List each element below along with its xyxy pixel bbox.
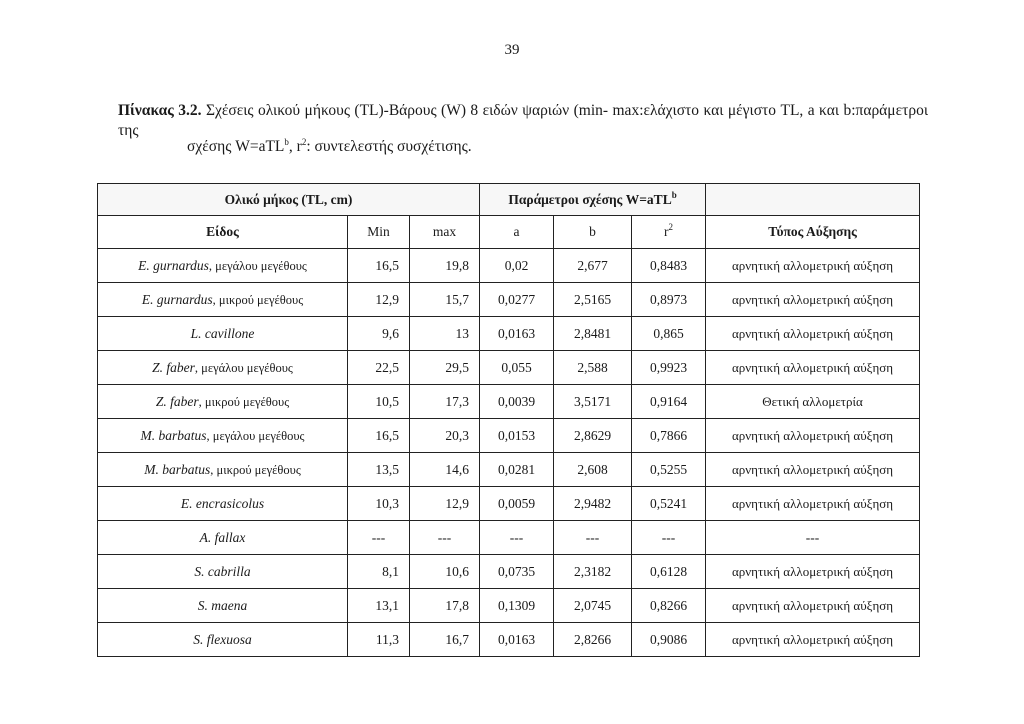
cell-min: 22,5 — [348, 351, 410, 385]
cell-species — [98, 453, 348, 487]
cell-max: 10,6 — [410, 555, 480, 589]
column-header-row — [98, 216, 920, 249]
cell-growth: αρνητική αλλομετρική αύξηση — [706, 419, 920, 453]
species-size-class: , μεγάλου μεγέθους — [194, 360, 293, 375]
species-name: E. gurnardus — [138, 257, 209, 273]
cell-b: 2,5165 — [554, 283, 632, 317]
cell-r2: 0,5255 — [632, 453, 706, 487]
cell-species — [98, 385, 348, 419]
cell-species — [98, 623, 348, 657]
species-name: M. barbatus — [140, 427, 207, 443]
species-name: E. encrasicolus — [180, 495, 265, 511]
species-name: Z. faber — [155, 393, 199, 409]
table-body — [98, 249, 920, 657]
species-name: Z. faber — [152, 359, 195, 375]
cell-growth: --- — [706, 521, 920, 555]
caption-label: Πίνακας 3.2. — [118, 102, 202, 119]
cell-b: 2,3182 — [554, 555, 632, 589]
col-header-growth: Τύπος Αύξησης — [706, 216, 920, 249]
cell-a: 0,0039 — [480, 385, 554, 419]
cell-a: 0,02 — [480, 249, 554, 283]
cell-species — [98, 521, 348, 555]
cell-species — [98, 317, 348, 351]
caption-sup-2: 2 — [301, 137, 307, 147]
table-row — [98, 385, 920, 419]
cell-a: 0,0735 — [480, 555, 554, 589]
table-row — [98, 351, 920, 385]
table-caption — [118, 101, 928, 141]
cell-species — [98, 555, 348, 589]
cell-r2: 0,6128 — [632, 555, 706, 589]
caption-sup-b: b — [284, 137, 289, 147]
cell-growth: αρνητική αλλομετρική αύξηση — [706, 453, 920, 487]
cell-growth: αρνητική αλλομετρική αύξηση — [706, 487, 920, 521]
species-name: L. cavillone — [190, 325, 255, 341]
cell-r2: 0,8266 — [632, 589, 706, 623]
cell-growth: αρνητική αλλομετρική αύξηση — [706, 555, 920, 589]
cell-species — [98, 419, 348, 453]
cell-growth: αρνητική αλλομετρική αύξηση — [706, 283, 920, 317]
species-size-class: , μεγάλου μεγέθους — [208, 258, 307, 273]
params-sup: b — [671, 189, 677, 200]
col-header-min: Min — [348, 216, 410, 249]
species-size-class: , μεγάλου μεγέθους — [206, 428, 305, 443]
cell-growth: αρνητική αλλομετρική αύξηση — [706, 589, 920, 623]
cell-r2: 0,8483 — [632, 249, 706, 283]
species-name: A. fallax — [199, 529, 246, 545]
species-name: S. maena — [197, 597, 248, 613]
cell-a: 0,0277 — [480, 283, 554, 317]
table-row — [98, 249, 920, 283]
cell-growth: αρνητική αλλομετρική αύξηση — [706, 623, 920, 657]
cell-min: 11,3 — [348, 623, 410, 657]
cell-r2: 0,9164 — [632, 385, 706, 419]
cell-a: --- — [480, 521, 554, 555]
r-label: r — [664, 224, 669, 239]
cell-r2: 0,9086 — [632, 623, 706, 657]
cell-b: 2,677 — [554, 249, 632, 283]
cell-max: 20,3 — [410, 419, 480, 453]
cell-a: 0,0163 — [480, 317, 554, 351]
table-row — [98, 555, 920, 589]
cell-r2: 0,865 — [632, 317, 706, 351]
cell-species — [98, 351, 348, 385]
caption-text: Σχέσεις ολικού μήκους (TL)-Βάρους (W) 8 ειδών ψαριών (min- max:ελάχιστο και μέγιστο TL, a και b:παράμετροι της — [118, 102, 929, 139]
cell-r2: 0,7866 — [632, 419, 706, 453]
cell-a: 0,1309 — [480, 589, 554, 623]
table-row — [98, 419, 920, 453]
caption-formula: σχέσης W=aTL — [187, 138, 285, 155]
group-header-length: Ολικό μήκος (TL, cm) — [98, 184, 480, 216]
cell-min: 8,1 — [348, 555, 410, 589]
cell-max: 16,7 — [410, 623, 480, 657]
species-name: S. cabrilla — [194, 563, 251, 579]
cell-min: 10,5 — [348, 385, 410, 419]
caption-r: , r — [288, 138, 302, 155]
length-weight-table — [97, 183, 920, 657]
page-number: 39 — [504, 42, 520, 58]
table-row — [98, 623, 920, 657]
table-caption-line2 — [187, 138, 472, 156]
cell-min: --- — [348, 521, 410, 555]
cell-a: 0,0281 — [480, 453, 554, 487]
cell-r2: --- — [632, 521, 706, 555]
table-row — [98, 589, 920, 623]
cell-species — [98, 487, 348, 521]
col-header-max: max — [410, 216, 480, 249]
cell-a: 0,0059 — [480, 487, 554, 521]
cell-max: 17,3 — [410, 385, 480, 419]
cell-a: 0,0153 — [480, 419, 554, 453]
group-header-params — [480, 184, 706, 216]
col-header-r2 — [632, 216, 706, 249]
cell-max: 19,8 — [410, 249, 480, 283]
col-header-a: a — [480, 216, 554, 249]
cell-r2: 0,8973 — [632, 283, 706, 317]
cell-species — [98, 249, 348, 283]
species-size-class: , μικρού μεγέθους — [210, 462, 301, 477]
cell-growth: Θετική αλλομετρία — [706, 385, 920, 419]
table-row — [98, 453, 920, 487]
cell-min: 9,6 — [348, 317, 410, 351]
group-header-row — [98, 184, 920, 216]
group-header-empty — [706, 184, 920, 216]
r-sup: 2 — [668, 222, 674, 232]
cell-b: --- — [554, 521, 632, 555]
cell-b: 2,8266 — [554, 623, 632, 657]
species-name: E. gurnardus — [141, 291, 213, 307]
species-size-class: , μικρού μεγέθους — [198, 394, 290, 409]
cell-species — [98, 283, 348, 317]
cell-max: 13 — [410, 317, 480, 351]
cell-min: 10,3 — [348, 487, 410, 521]
cell-growth: αρνητική αλλομετρική αύξηση — [706, 351, 920, 385]
cell-max: --- — [410, 521, 480, 555]
cell-max: 29,5 — [410, 351, 480, 385]
cell-min: 16,5 — [348, 419, 410, 453]
species-name: S. flexuosa — [193, 631, 252, 647]
params-label: Παράμετροι σχέσης W=aTL — [508, 191, 672, 207]
cell-a: 0,0163 — [480, 623, 554, 657]
cell-max: 17,8 — [410, 589, 480, 623]
cell-r2: 0,5241 — [632, 487, 706, 521]
cell-growth: αρνητική αλλομετρική αύξηση — [706, 317, 920, 351]
col-header-species: Είδος — [98, 216, 348, 249]
cell-a: 0,055 — [480, 351, 554, 385]
cell-max: 12,9 — [410, 487, 480, 521]
species-size-class: , μικρού μεγέθους — [212, 292, 304, 307]
cell-b: 2,9482 — [554, 487, 632, 521]
cell-species — [98, 589, 348, 623]
cell-max: 15,7 — [410, 283, 480, 317]
table-row — [98, 317, 920, 351]
cell-max: 14,6 — [410, 453, 480, 487]
table-row — [98, 283, 920, 317]
cell-b: 2,608 — [554, 453, 632, 487]
cell-b: 2,588 — [554, 351, 632, 385]
table-row — [98, 487, 920, 521]
cell-min: 12,9 — [348, 283, 410, 317]
cell-min: 13,1 — [348, 589, 410, 623]
col-header-b: b — [554, 216, 632, 249]
cell-growth: αρνητική αλλομετρική αύξηση — [706, 249, 920, 283]
caption-definition: : συντελεστής συσχέτισης. — [306, 138, 472, 155]
cell-r2: 0,9923 — [632, 351, 706, 385]
cell-min: 13,5 — [348, 453, 410, 487]
cell-b: 2,8629 — [554, 419, 632, 453]
cell-b: 2,0745 — [554, 589, 632, 623]
cell-b: 2,8481 — [554, 317, 632, 351]
table-row — [98, 521, 920, 555]
species-name: M. barbatus — [144, 461, 211, 477]
cell-min: 16,5 — [348, 249, 410, 283]
cell-b: 3,5171 — [554, 385, 632, 419]
